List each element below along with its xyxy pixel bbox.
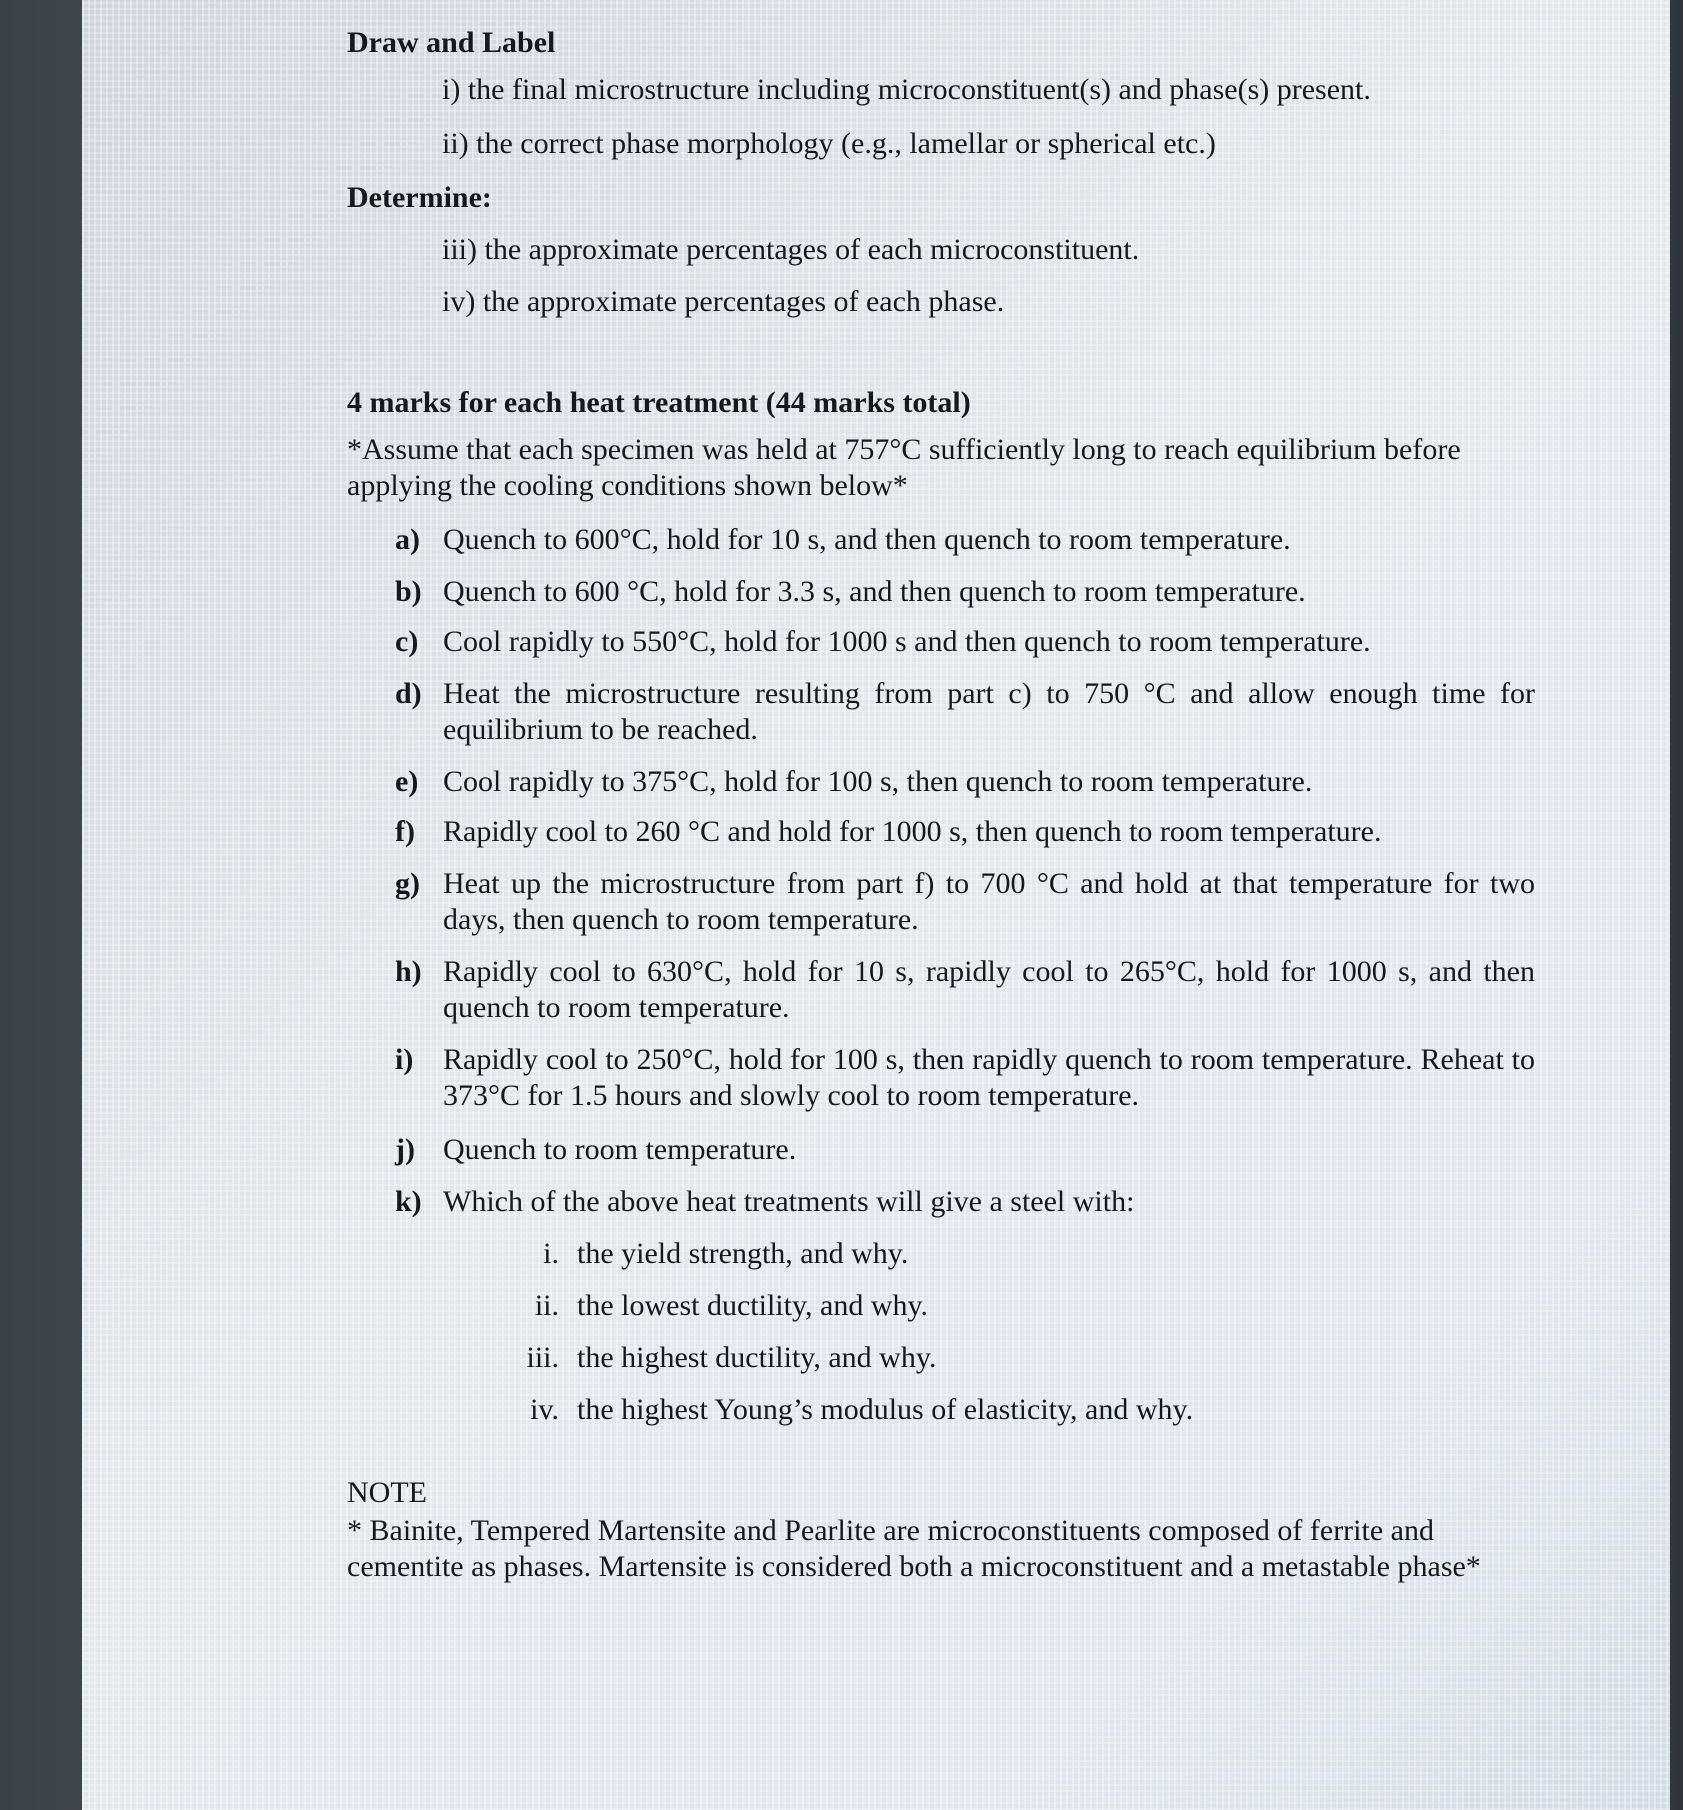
k-subitem-label: ii. bbox=[534, 1289, 559, 1322]
determine-item-4: iv) the approximate percentages of each phase. bbox=[442, 285, 1005, 318]
screen-page bbox=[82, 0, 1670, 1810]
marks-heading: 4 marks for each heat treatment (44 marks total) bbox=[347, 386, 971, 419]
k-subitem-ii bbox=[534, 1288, 929, 1324]
treatment-text: Cool rapidly to 550°C, hold for 1000 s and then quench to room temperature. bbox=[443, 625, 1371, 658]
treatment-k bbox=[395, 1184, 1535, 1220]
treatment-text: Rapidly cool to 250°C, hold for 100 s, then rapidly quench to room temperature. Reheat to 373°C for 1.5 hours and slowly cool to room temperature. bbox=[443, 1043, 1535, 1112]
k-subitem-iii bbox=[526, 1340, 937, 1376]
treatment-label: h) bbox=[395, 955, 422, 988]
draw-item-2: ii) the correct phase morphology (e.g., lamellar or spherical etc.) bbox=[442, 127, 1216, 160]
treatment-label: i) bbox=[395, 1043, 414, 1076]
treatment-label: k) bbox=[395, 1185, 422, 1218]
k-subitem-text: the highest Young’s modulus of elasticity, and why. bbox=[577, 1393, 1194, 1426]
note-heading: NOTE bbox=[347, 1476, 427, 1509]
treatment-h bbox=[395, 954, 1535, 1026]
determine-item-3: iii) the approximate percentages of each microconstituent. bbox=[442, 233, 1140, 266]
note-text: * Bainite, Tempered Martensite and Pearlite are microconstituents composed of ferrite and cementite as phases. Martensite is considered both a microconstituent and a metastable phase* bbox=[347, 1514, 1481, 1583]
heading-draw-and-label: Draw and Label bbox=[347, 26, 556, 59]
k-subitem-i bbox=[543, 1236, 909, 1272]
treatment-label: b) bbox=[395, 575, 422, 608]
treatment-d bbox=[395, 676, 1535, 748]
k-subitem-text: the highest ductility, and why. bbox=[577, 1341, 937, 1374]
heading-determine: Determine: bbox=[347, 181, 492, 214]
treatment-text: Cool rapidly to 375°C, hold for 100 s, then quench to room temperature. bbox=[443, 765, 1313, 798]
treatment-b bbox=[395, 574, 1535, 610]
treatment-label: j) bbox=[395, 1133, 415, 1166]
k-subitem-iv bbox=[530, 1392, 1194, 1428]
treatment-j bbox=[395, 1132, 1535, 1168]
treatment-c bbox=[395, 624, 1535, 660]
treatment-label: d) bbox=[395, 677, 422, 710]
k-subitem-label: iii. bbox=[526, 1341, 559, 1374]
treatment-e bbox=[395, 764, 1535, 800]
treatment-text: Heat the microstructure resulting from part c) to 750 °C and allow enough time for equilibrium to be reached. bbox=[443, 677, 1535, 746]
treatment-label: g) bbox=[395, 867, 420, 900]
treatment-label: c) bbox=[395, 625, 419, 658]
treatment-text: Heat up the microstructure from part f) to 700 °C and hold at that temperature for two days, then quench to room temperature. bbox=[443, 867, 1535, 936]
treatment-text: Rapidly cool to 260 °C and hold for 1000 s, then quench to room temperature. bbox=[443, 815, 1382, 848]
k-subitem-label: i. bbox=[543, 1237, 559, 1270]
k-subitem-text: the lowest ductility, and why. bbox=[577, 1289, 929, 1322]
treatment-text: Quench to 600 °C, hold for 3.3 s, and then quench to room temperature. bbox=[443, 575, 1306, 608]
treatment-text: Quench to room temperature. bbox=[443, 1133, 797, 1166]
draw-item-1: i) the final microstructure including microconstituent(s) and phase(s) present. bbox=[442, 73, 1371, 106]
treatment-f bbox=[395, 814, 1535, 850]
assumption-note: *Assume that each specimen was held at 757°C sufficiently long to reach equilibrium before applying the cooling conditions shown below* bbox=[347, 433, 1461, 502]
treatment-label: a) bbox=[395, 523, 420, 556]
treatment-text: Quench to 600°C, hold for 10 s, and then quench to room temperature. bbox=[443, 523, 1291, 556]
treatment-label: f) bbox=[395, 815, 415, 848]
k-subitem-label: iv. bbox=[530, 1393, 559, 1426]
treatment-label: e) bbox=[395, 765, 419, 798]
k-subitem-text: the yield strength, and why. bbox=[577, 1237, 909, 1270]
treatment-i bbox=[395, 1042, 1535, 1114]
treatment-text: Which of the above heat treatments will give a steel with: bbox=[443, 1185, 1135, 1218]
treatment-text: Rapidly cool to 630°C, hold for 10 s, rapidly cool to 265°C, hold for 1000 s, and then quench to room temperature. bbox=[443, 955, 1535, 1024]
treatment-g bbox=[395, 866, 1535, 938]
treatment-a bbox=[395, 522, 1535, 558]
